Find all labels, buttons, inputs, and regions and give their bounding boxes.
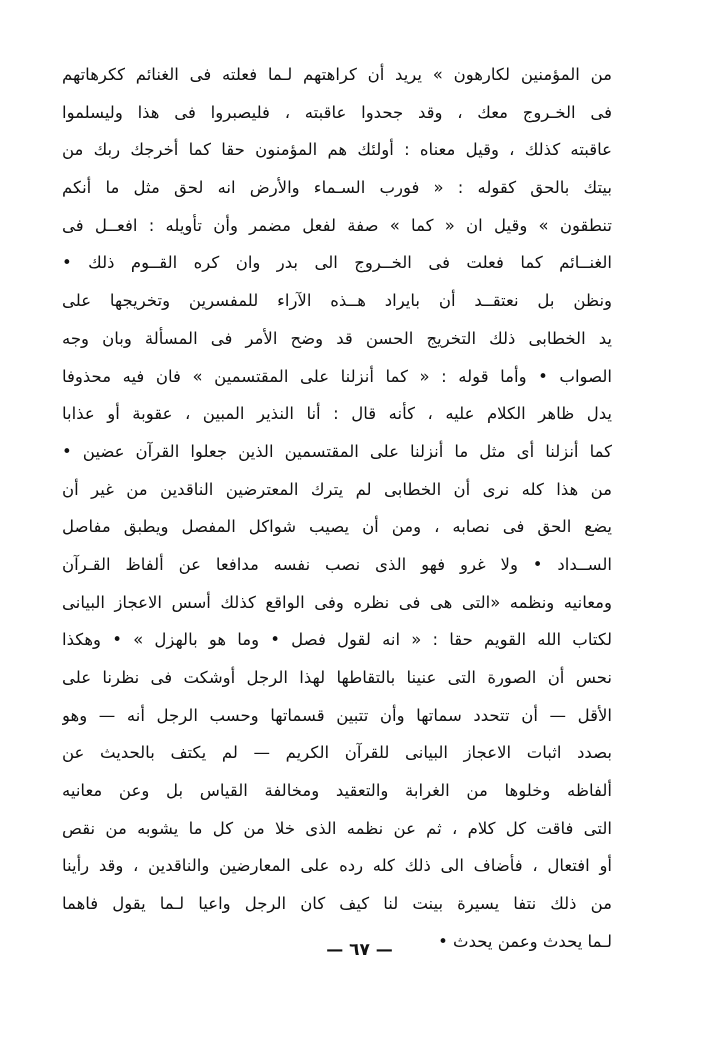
page-number: — ٦٧ —: [326, 940, 393, 960]
text-line-11: كما أنزلنا أى مثل ما أنزلنا على المقتسمين الذين جعلوا القرآن عضين •: [62, 441, 612, 461]
text-line-3: عاقبته كذلك ، وقيل معناه : أولئك هم المؤمنون حقا كما أخرجك ربك من: [62, 140, 612, 160]
text-line-18: الأقل — أن تتحدد سماتها وأن تتبين قسماتها وحسب الرجل أنه — وهو: [62, 705, 612, 725]
text-line-19: بصدد اثبات الاعجاز البيانى للقرآن الكريم — لم يكتف بالحديث عن: [62, 743, 612, 763]
text-line-8: يد الخطابى ذلك التخريج الحسن قد وضح الأمر فى المسألة وبان وجه: [62, 328, 612, 348]
text-line-24: لـما يحدث وعمن يحدث •: [438, 931, 612, 951]
text-line-9: الصواب • وأما قوله : « كما أنزلنا على المقتسمين » فان فيه محذوفا: [62, 366, 612, 386]
body-text: [62, 56, 612, 961]
text-line-4: بيتك بالحق كقوله : « فورب السـماء والأرض انه لحق مثل ما أنكم: [62, 178, 612, 198]
text-line-12: من هذا كله نرى أن الخطابى لم يترك المعترضين الناقدين من غير أن: [62, 479, 612, 499]
text-line-17: نحس أن الصورة التى عنينا بالتقاطها لهذا الرجل أوشكت فى نظرنا على: [62, 668, 612, 687]
text-line-22: أو افتعال ، فأضاف الى ذلك كله رده على المعارضين والناقدين ، وقد رأينا: [62, 856, 612, 876]
text-line-10: يدل ظاهر الكلام عليه ، كأنه قال : أنا النذير المبين ، عقوبة أو عذابا: [62, 404, 612, 424]
text-line-16: لكتاب الله القويم حقا : « انه لقول فصل • وما هو بالهزل » • وهكذا: [62, 630, 612, 650]
text-line-20: ألفاظه وخلوها من الغرابة والتعقيد ومخالفة القياس بل وعن معانيه: [62, 781, 612, 801]
text-line-23: من ذلك نتفا يسيرة بينت لنا كيف كان الرجل واعيا لـما يقول فاهما: [62, 894, 612, 914]
text-line-1: من المؤمنين لكارهون » يريد أن كراهتهم لـما فعلته فى الغنائم ككرهاتهم: [62, 65, 612, 84]
text-line-7: ونظن بل نعتقــد أن بايراد هــذه الآراء للمفسرين وتخريجها على: [62, 291, 612, 311]
text-line-15: ومعانيه ونظمه «التى هى فى نظره وفى الواقع كذلك أسس الاعجاز البيانى: [62, 592, 612, 612]
text-line-13: يضع الحق فى نصابه ، ومن أن يصيب شواكل المفصل ويطبق مفاصل: [62, 517, 612, 537]
text-line-5: تنطقون » وقيل ان « كما » صفة لفعل مضمر وأن تأويله : افعــل فى: [62, 215, 612, 235]
text-line-2: فى الخـروج معك ، وقد جحدوا عاقبته ، فليصبروا فى هذا وليسلموا: [62, 102, 612, 122]
text-line-21: التى فاقت كل كلام ، ثم عن نظمه الذى خلا من كل ما يشوبه من نقص: [62, 818, 612, 838]
text-line-14: الســداد • ولا غرو فهو الذى نصب نفسه مدافعا عن ألفاظ القـرآن: [62, 554, 612, 574]
text-line-6: الغنــائم كما فعلت فى الخــروج الى بدر وان كره القــوم ذلك •: [62, 253, 612, 273]
